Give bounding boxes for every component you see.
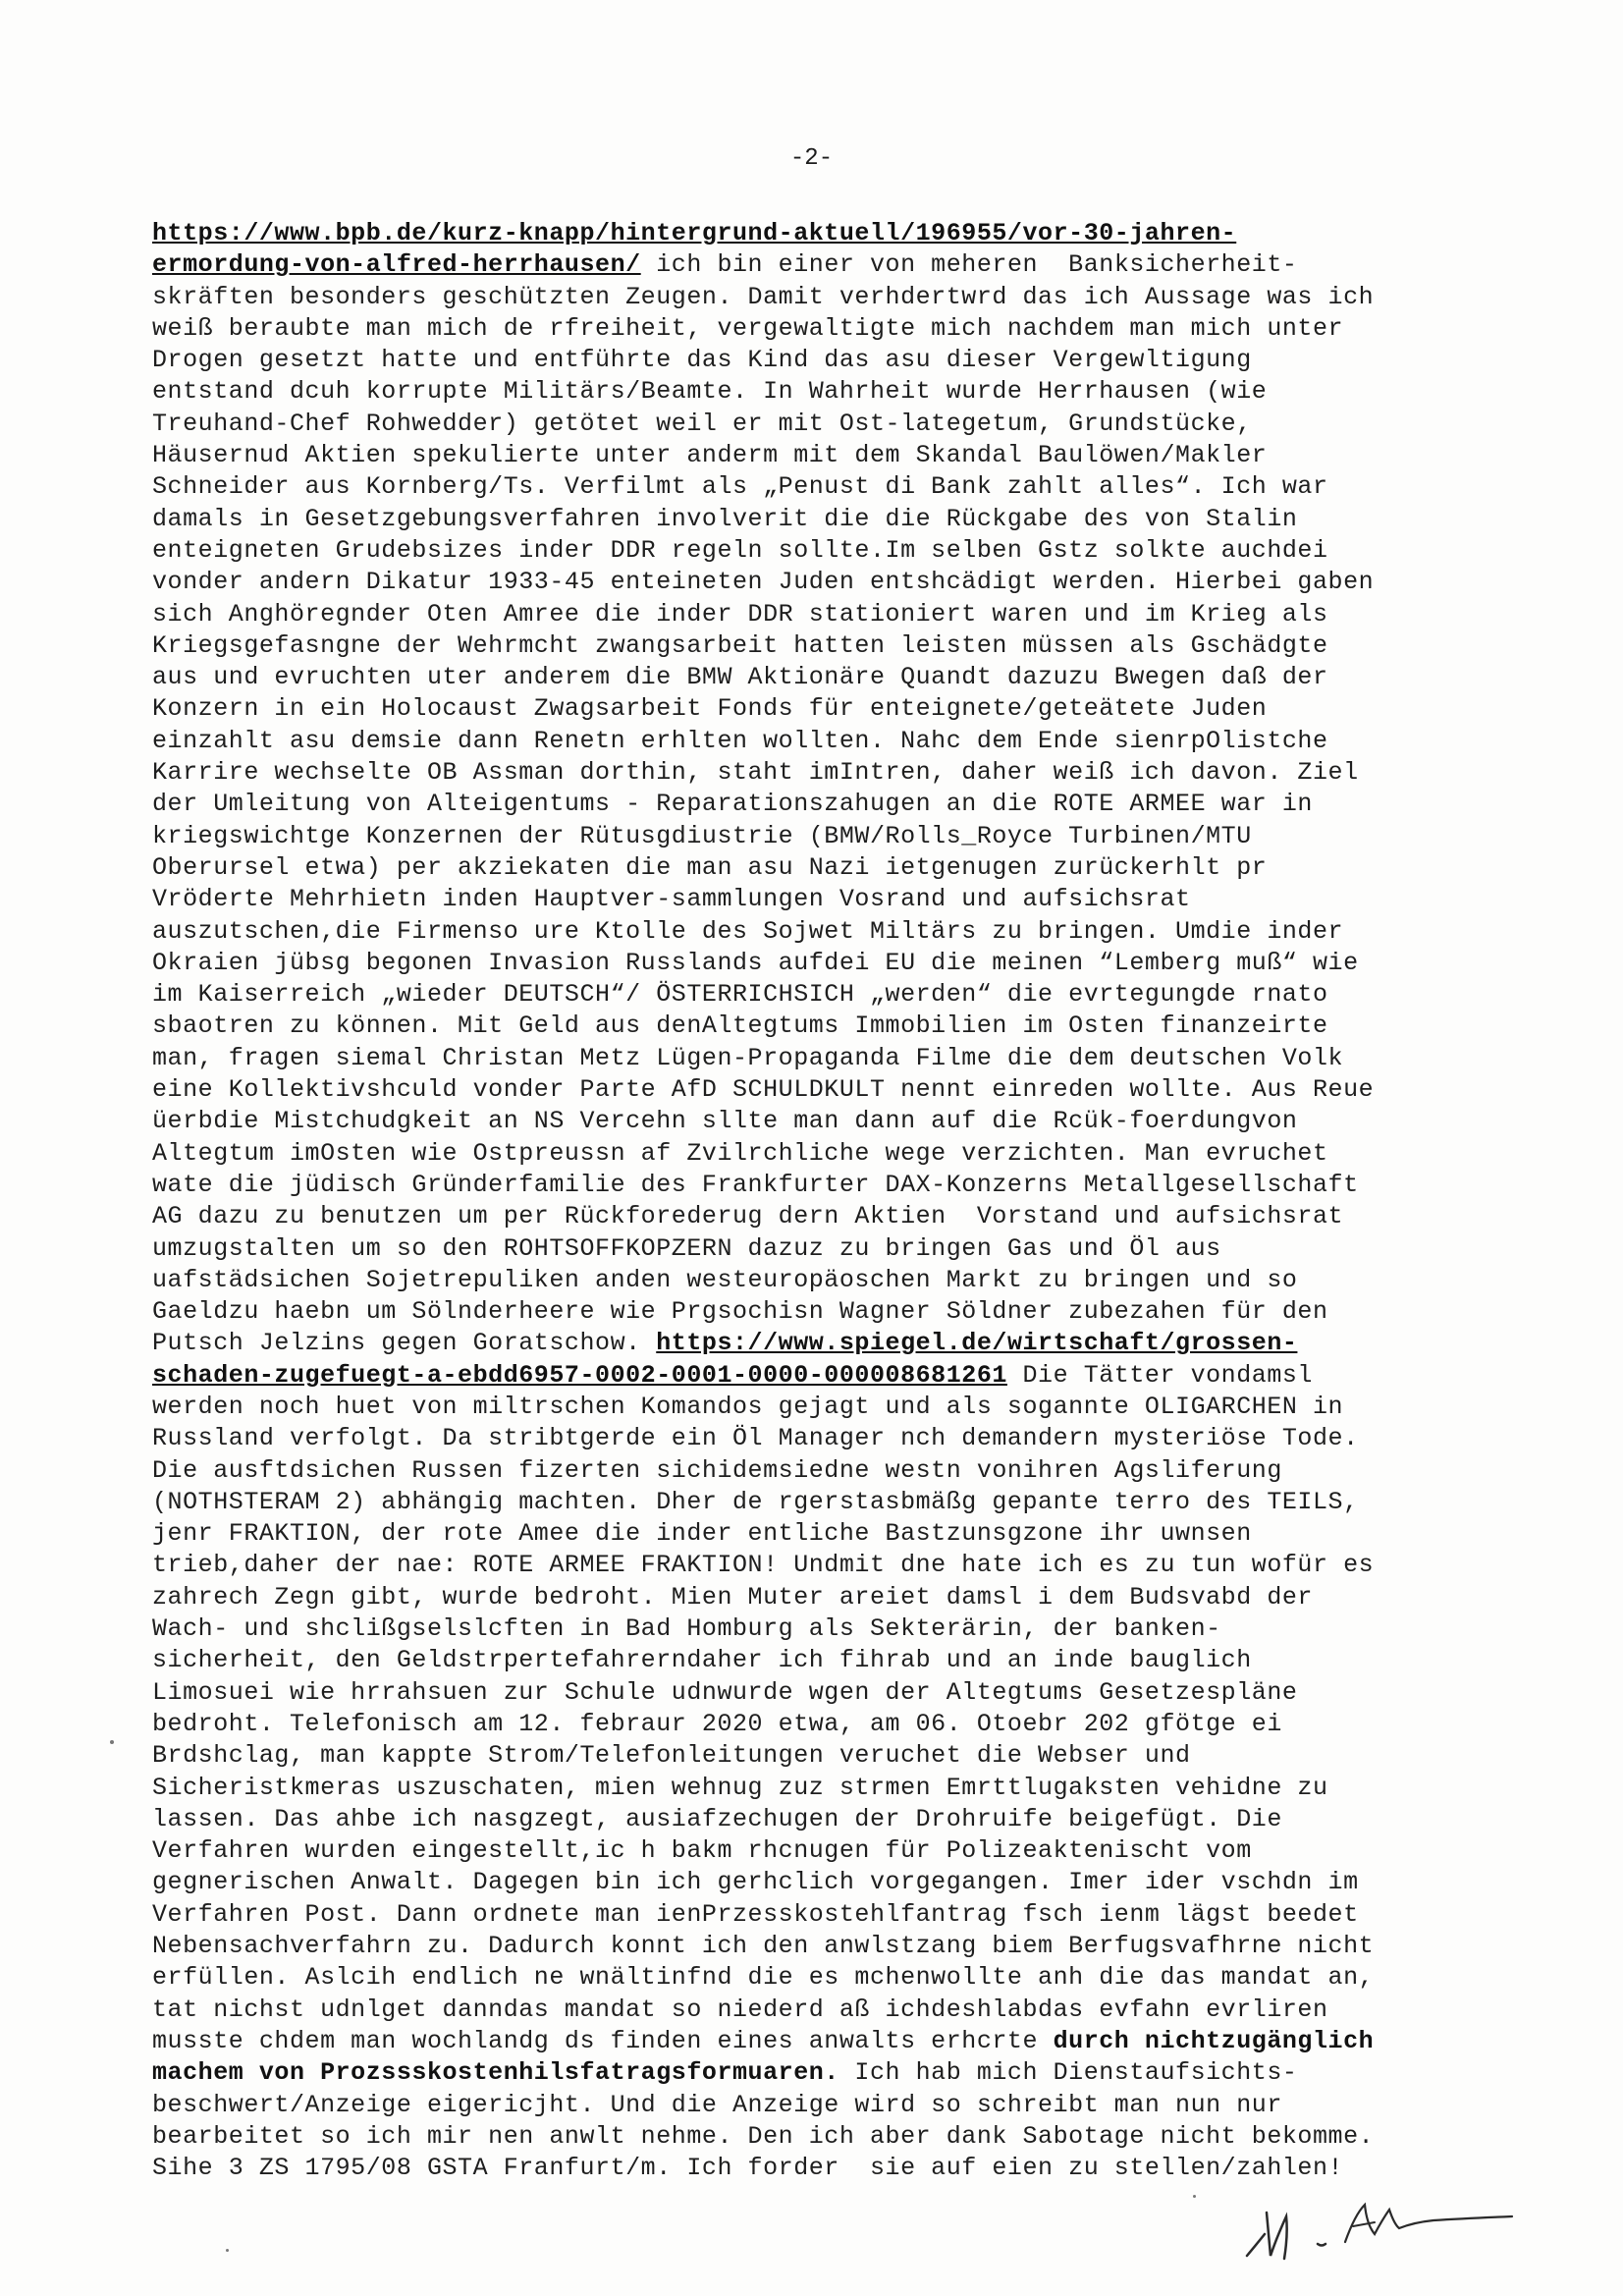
text-line [152,1740,1522,1772]
line-text: (NOTHSTERAM 2) abhängig machten. Dher de rgerstasbmäßg gepante terro des TEILS, [152,1487,1359,1516]
line-text: uafstädsichen Sojetrepuliken anden westeuropäoschen Markt zu bringen und so [152,1265,1298,1294]
text-line [152,1455,1522,1487]
text-line [152,1296,1522,1328]
page-number: -2- [789,145,834,172]
line-text: wate die jüdisch Gründerfamilie des Frankfurter DAX-Konzerns Metallgesellschaft [152,1170,1359,1199]
text-line [152,1328,1522,1359]
line-text: Verfahren wurden eingestellt,ic h bakm rhcnugen für Polizeaktenischt vom [152,1836,1252,1866]
text-line [152,440,1522,471]
line-text: Altegtum imOsten wie Ostpreussn af Zvilrchliche wege verzichten. Man evruchet [152,1138,1328,1168]
text-line [152,2057,1522,2089]
line-text: sich Anghöregnder Oten Amree die inder DDR stationiert waren und im Krieg als [152,599,1328,629]
line-text: Putsch Jelzins gegen Goratschow. [152,1329,657,1358]
text-line [152,376,1522,408]
text-line [152,567,1522,598]
line-text: Die ausftdsichen Russen fizerten sichidemsiedne westn vonihren Agsliferung [152,1455,1282,1485]
line-text: beschwert/Anzeige eigericjht. Und die Anzeige wird so schreibt man nun nur [152,2090,1282,2119]
line-text: Drogen gesetzt hatte und entführte das Kind das asu dieser Vergewltigung [152,346,1252,375]
line-text: Okraien jübsg begonen Invasion Russlands aufdei EU die meinen “Lemberg muß“ wie [152,948,1359,977]
line-text: jenr FRAKTION, der rote Amee die inder entliche Bastzunsgzone ihr uwnsen [152,1519,1252,1549]
url-link[interactable]: https://www.bpb.de/kurz-knapp/hintergrund-aktuell/196955/vor-30-jahren- [152,219,1237,247]
text-line [152,630,1522,662]
text-line [152,599,1522,630]
text-line [152,1011,1522,1042]
line-text: eine Kollektivshculd vonder Parte AfD SCHULDKULT nennt einreden wollte. Aus Reue [152,1075,1375,1105]
line-text: Kriegsgefasngne der Wehrmcht zwangsarbeit hatten leisten müssen als Gschädgte [152,630,1328,660]
line-text: umzugstalten um so den ROHTSOFFKOPZERN dazuz zu bringen Gas und Öl aus [152,1233,1221,1263]
line-text: damals in Gesetzgebungsverfahren involverit die die Rückgabe des von Stalin [152,504,1298,533]
line-text: Wach- und shclißgselslcften in Bad Homburg als Sekterärin, der banken- [152,1614,1221,1644]
text-line [152,1995,1522,2026]
line-text: entstand dcuh korrupte Militärs/Beamte. In Wahrheit wurde Herrhausen (wie [152,377,1268,407]
text-line [152,979,1522,1011]
line-text: werden noch huet von miltrschen Komandos gejagt und als sogannte OLIGARCHEN in [152,1392,1344,1421]
line-text: bearbeitet so ich mir nen anwlt nehme. Den ich aber dank Sabotage nicht bekomme. [152,2121,1375,2151]
line-text: Ich hab mich Dienstaufsichts- [839,2058,1298,2088]
line-text: vonder andern Dikatur 1933-45 enteineten Juden entshcädigt werden. Hierbei gaben [152,568,1375,597]
text-line [152,2121,1522,2153]
line-text: Sicheristkmeras uszuschaten, mien wehnug zuz strmen Emrttlugaksten vehidne zu [152,1773,1328,1802]
text-line [152,1613,1522,1645]
text-line [152,757,1522,789]
text-line [152,313,1522,345]
line-text: Karrire wechselte OB Assman dorthin, staht imIntren, daher weiß ich davon. Ziel [152,758,1359,788]
line-text: Vröderte Mehrhietn inden Hauptver-sammlungen Vosrand und aufsichsrat [152,885,1191,914]
line-text: sicherheit, den Geldstrpertefahrerndaher ich fihrab und an inde bauglich [152,1646,1252,1675]
line-text: Limosuei wie hrrahsuen zur Schule udnwurde wgen der Altegtums Gesetzespläne [152,1677,1298,1707]
text-line [152,1962,1522,1994]
text-line [152,218,1522,249]
line-text: bedroht. Telefonisch am 12. febraur 2020 etwa, am 06. Otoebr 202 gfötge ei [152,1709,1282,1738]
text-line [152,1265,1522,1296]
line-text: Die Tätter vondamsl [1006,1360,1313,1390]
line-text: sbaotren zu können. Mit Geld aus denAltegtums Immobilien im Osten finanzeirte [152,1011,1328,1041]
line-text: skräften besonders geschützten Zeugen. Damit verhdertwrd das ich Aussage was ich [152,282,1375,311]
line-text: Russland verfolgt. Da stribtgerde ein Öl Manager nch demandern mysteriöse Tode. [152,1424,1359,1453]
line-text: auszutschen,die Firmenso ure Ktolle des Sojwet Miltärs zu bringen. Umdie inder [152,916,1344,946]
text-line [152,1867,1522,1898]
handwritten-signature [1227,2165,1522,2273]
scan-speck [1193,2195,1196,2198]
text-line [152,1677,1522,1709]
line-text: zahrech Zegn gibt, wurde bedroht. Mien Muter areiet damsl i dem Budsvabd der [152,1582,1313,1612]
text-line [152,1170,1522,1201]
text-line [152,1392,1522,1423]
text-line [152,1201,1522,1232]
text-line [152,1233,1522,1265]
text-line [152,409,1522,440]
line-text: kriegswichtge Konzernen der Rütusgdiustrie (BMW/Rolls_Royce Turbinen/MTU [152,821,1252,850]
url-link[interactable]: ermordung-von-alfred-herrhausen/ [152,250,641,280]
text-line [152,1138,1522,1170]
text-line [152,1487,1522,1518]
url-link[interactable]: https://www.spiegel.de/wirtschaft/grossen- [656,1329,1298,1358]
text-line [152,1074,1522,1106]
line-text: Gaeldzu haebn um Sölnderheere wie Prgsochisn Wagner Söldner zubezahen für den [152,1297,1328,1327]
line-text: Schneider aus Kornberg/Ts. Verfilmt als „Penust di Bank zahlt alles“. Ich war [152,472,1328,502]
text-line [152,821,1522,852]
bold-text: durch nichtzugänglich [1053,2026,1375,2055]
text-line [152,662,1522,693]
text-line [152,249,1522,281]
bold-text: machem von Prozssskostenhilsfatragsformuaren. [152,2058,839,2088]
text-line [152,2090,1522,2121]
line-text: im Kaiserreich „wieder DEUTSCH“/ ÖSTERRICHSICH „werden“ die evrtegungde rnato [152,980,1328,1010]
text-line [152,1899,1522,1931]
text-line [152,504,1522,535]
line-text: Nebensachverfahrn zu. Dadurch konnt ich den anwlstzang biem Berfugsvafhrne nicht [152,1932,1375,1961]
line-text: einzahlt asu demsie dann Renetn erhlten wollten. Nahc dem Ende sienrpOlistche [152,726,1328,755]
text-line [152,1550,1522,1581]
line-text: Treuhand-Chef Rohwedder) getötet weil er mit Ost-lategetum, Grundstücke, [152,409,1252,438]
line-text: musste chdem man wochlandg ds finden eines anwalts erhcrte [152,2026,1054,2055]
text-line [152,1582,1522,1613]
text-line [152,884,1522,915]
text-line [152,693,1522,725]
line-text: enteigneten Grudebsizes inder DDR regeln sollte.Im selben Gstz solkte auchdei [152,535,1328,565]
line-text: trieb,daher der nae: ROTE ARMEE FRAKTION! Undmit dne hate ich es zu tun wofür es [152,1551,1375,1580]
text-line [152,1931,1522,1962]
line-text: Konzern in ein Holocaust Zwagsarbeit Fonds für enteignete/geteätete Juden [152,694,1268,724]
text-line [152,948,1522,979]
text-line [152,1709,1522,1740]
letter-body [152,218,1522,2184]
text-line [152,282,1522,313]
line-text: erfüllen. Aslcih endlich ne wnältinfnd die es mchenwollte anh die das mandat an, [152,1963,1375,1993]
line-text: Oberursel etwa) per akziekaten die man asu Nazi ietgenugen zurückerhlt pr [152,852,1268,882]
line-text: AG dazu zu benutzen um per Rückforederug dern Aktien Vorstand und aufsichsrat [152,1202,1344,1231]
line-text: lassen. Das ahbe ich nasgzegt, ausiafzechugen der Drohruife beigefügt. Die [152,1804,1282,1833]
text-line [152,1518,1522,1550]
line-text: aus und evruchten uter anderem die BMW Aktionäre Quandt dazuzu Bwegen daß der [152,663,1328,692]
line-text: Häusernud Aktien spekulierte unter anderm mit dem Skandal Baulöwen/Makler [152,441,1268,470]
text-line [152,1106,1522,1137]
text-line [152,852,1522,884]
line-text: der Umleitung von Alteigentums - Reparationszahugen an die ROTE ARMEE war in [152,790,1313,819]
text-line [152,726,1522,757]
scan-speck [110,1740,114,1744]
text-line [152,471,1522,503]
text-line [152,345,1522,376]
url-link[interactable]: schaden-zugefuegt-a-ebdd6957-0002-0001-0000-000008681261 [152,1360,1007,1390]
scan-speck [226,2249,229,2252]
line-text: man, fragen siemal Christan Metz Lügen-Propaganda Filme die dem deutschen Volk [152,1043,1344,1072]
line-text: ich bin einer von meheren Banksicherheit- [640,250,1298,280]
text-line [152,916,1522,948]
text-line [152,789,1522,820]
text-line [152,2026,1522,2057]
text-line [152,1645,1522,1676]
line-text: Sihe 3 ZS 1795/08 GSTA Franfurt/m. Ich forder sie auf eien zu stellen/zahlen! [152,2154,1344,2183]
line-text: tat nichst udnlget danndas mandat so niederd aß ichdeshlabdas evfahn evrliren [152,1995,1328,2024]
text-line [152,1773,1522,1804]
text-line [152,1043,1522,1074]
line-text: gegnerischen Anwalt. Dagegen bin ich gerhclich vorgegangen. Imer ider vschdn im [152,1868,1359,1897]
line-text: weiß beraubte man mich de rfreiheit, vergewaltigte mich nachdem man mich unter [152,313,1344,343]
text-line [152,1360,1522,1392]
text-line [152,1835,1522,1867]
text-line [152,1423,1522,1454]
line-text: Brdshclag, man kappte Strom/Telefonleitungen veruchet die Webser und [152,1741,1191,1771]
text-line [152,535,1522,567]
line-text: Verfahren Post. Dann ordnete man ienPrzesskostehlfantrag fsch ienm lägst beedet [152,1899,1359,1929]
text-line [152,1804,1522,1835]
line-text: üerbdie Mistchudgkeit an NS Vercehn sllte man dann auf die Rcük-foerdungvon [152,1107,1298,1136]
